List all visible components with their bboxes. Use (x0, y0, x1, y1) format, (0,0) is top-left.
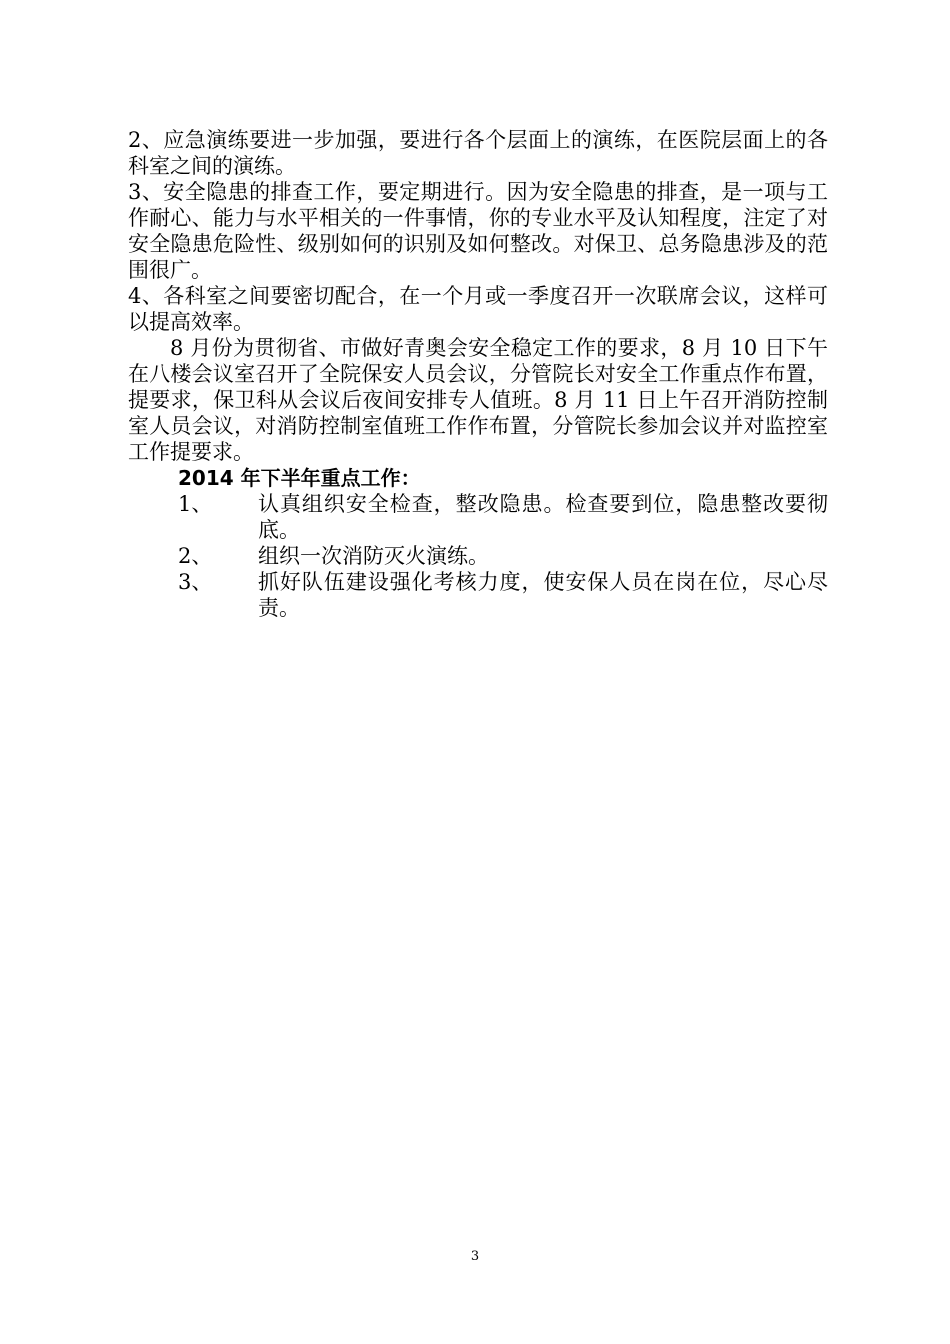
list-item-number: 1、 (178, 492, 213, 516)
list-item-number: 2、 (178, 544, 213, 568)
list-item-number: 3、 (178, 570, 213, 594)
priority-list (128, 491, 828, 621)
list-item (128, 569, 828, 621)
paragraph-department-cooperation: 4、各科室之间要密切配合，在一个月或一季度召开一次联席会议，这样可以提高效率。 (128, 284, 828, 334)
list-item (128, 491, 828, 543)
document-body (128, 127, 828, 621)
page-number: 3 (470, 1249, 480, 1264)
list-item-text: 组织一次消防灭火演练。 (258, 544, 489, 568)
paragraph-emergency-drill: 2、应急演练要进一步加强，要进行各个层面上的演练，在医院层面上的各科室之间的演练。 (128, 128, 828, 178)
section-heading: 2014 年下半年重点工作： (178, 466, 421, 490)
paragraph-hazard-inspection: 3、安全隐患的排查工作，要定期进行。因为安全隐患的排查，是一项与工作耐心、能力与水平相关的一件事情，你的专业水平及认知程度，注定了对安全隐患危险性、级别如何的识别及如何整改。对保卫、总务隐患涉及的范围很广。 (128, 180, 828, 282)
paragraph-august-meetings: 8 月份为贯彻省、市做好青奥会安全稳定工作的要求，8 月 10 日下午在八楼会议室召开了全院保安人员会议，分管院长对安全工作重点作布置，提要求，保卫科从会议后夜间安排专人值班。8 月 11 日上午召开消防控制室人员会议，对消防控制室值班工作作布置，分管院长参加会议并对监控室工作提要求。 (128, 336, 828, 464)
list-item-text: 抓好队伍建设强化考核力度，使安保人员在岗在位，尽心尽责。 (258, 570, 828, 620)
list-item (128, 543, 828, 569)
list-item-text: 认真组织安全检查，整改隐患。检查要到位，隐患整改要彻底。 (258, 492, 828, 542)
